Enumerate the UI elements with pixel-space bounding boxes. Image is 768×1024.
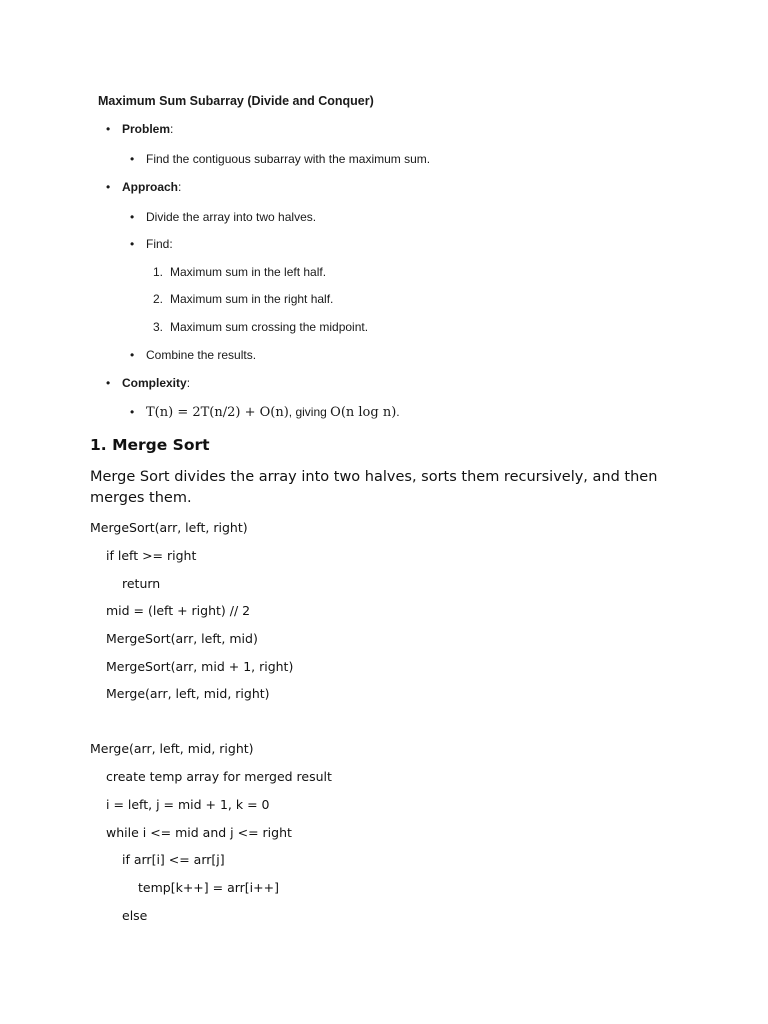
embedded-title: Maximum Sum Subarray (Divide and Conquer) — [98, 94, 374, 108]
code-line: i = left, j = mid + 1, k = 0 — [106, 797, 270, 812]
code-line: MergeSort(arr, left, right) — [90, 520, 248, 535]
code-line: create temp array for merged result — [106, 769, 332, 784]
problem-text: • Find the contiguous subarray with the maximum sum. — [146, 151, 430, 167]
complexity-formula — [146, 404, 400, 421]
find-item-1-text: Maximum sum in the left half. — [170, 265, 327, 279]
embedded-screenshot — [96, 88, 656, 428]
code-line: while i <= mid and j <= right — [106, 825, 292, 840]
approach-item: • Approach: — [122, 179, 181, 195]
approach-step-divide: • Divide the array into two halves. — [146, 209, 316, 225]
approach-step-combine: • Combine the results. — [146, 347, 256, 363]
find-item-3-text: Maximum sum crossing the midpoint. — [170, 320, 369, 334]
section-paragraph: Merge Sort divides the array into two halves, sorts them recursively, and then merges them. — [90, 469, 658, 506]
problem-item: • Problem: — [122, 121, 173, 137]
complexity-item: • Complexity: — [122, 375, 190, 391]
code-line: Merge(arr, left, mid, right) — [106, 686, 270, 701]
find-item-1: 1. Maximum sum in the left half. — [153, 265, 327, 279]
code-line: temp[k++] = arr[i++] — [138, 880, 279, 895]
code-line: Merge(arr, left, mid, right) — [90, 741, 254, 756]
giving-text: , giving — [288, 405, 331, 419]
code-line: MergeSort(arr, mid + 1, right) — [106, 659, 294, 674]
approach-step-find: • Find: — [146, 236, 173, 252]
recurrence-math: T(n) = 2T(n/2) + O(n) — [146, 405, 289, 420]
problem-label: Problem — [122, 122, 171, 136]
code-line: if left >= right — [106, 548, 197, 563]
code-line: else — [122, 908, 148, 923]
big-o-math: O(n log n) — [330, 405, 397, 420]
find-item-3: 3. Maximum sum crossing the midpoint. — [153, 320, 369, 334]
code-line: mid = (left + right) // 2 — [106, 603, 251, 618]
find-item-2: 2. Maximum sum in the right half. — [153, 292, 334, 306]
formula-end: . — [396, 405, 400, 419]
find-item-2-text: Maximum sum in the right half. — [170, 292, 334, 306]
section-heading: 1. Merge Sort — [90, 436, 210, 454]
code-line: if arr[i] <= arr[j] — [122, 852, 225, 867]
code-line: MergeSort(arr, left, mid) — [106, 631, 258, 646]
complexity-label: Complexity — [122, 376, 187, 390]
approach-label: Approach — [122, 180, 179, 194]
code-line: return — [122, 576, 161, 591]
